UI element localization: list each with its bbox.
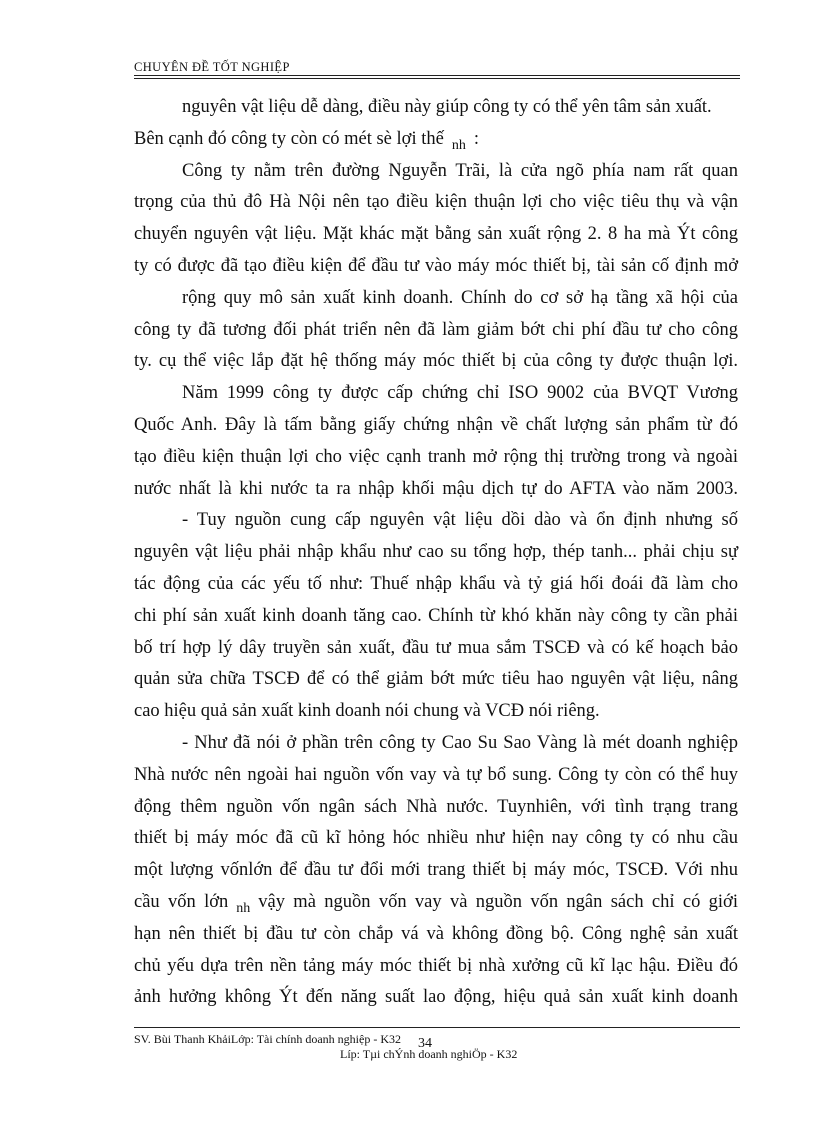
- text-line: tạo điều kiện thuận lợi cho việc cạnh tranh mở rộng thị trường trong và ngoài: [134, 446, 738, 467]
- text-segment: cầu vốn lớn: [134, 891, 229, 912]
- text-line: tác động của các yếu tố như: Thuế nhập khẩu và tỷ giá hối đoái đã làm cho: [134, 573, 738, 594]
- text-line: trọng của thủ đô Hà Nội nên tạo điều kiện thuận lợi cho việc tiêu thụ và vận: [134, 192, 738, 213]
- subscript-text: nh: [236, 900, 251, 916]
- header-rule-double: [134, 78, 740, 79]
- text-line: chi phí sản xuất kinh doanh tăng cao. Chính từ khó khăn này công ty cần phải: [134, 605, 738, 626]
- text-line: công ty đã tương đối phát triển nên đã làm giảm bớt chi phí đầu tư cho công: [134, 319, 738, 340]
- subscript-text: nh: [451, 137, 466, 153]
- text-line: Công ty nằm trên đường Nguyễn Trãi, là cửa ngõ phía nam rất quan: [182, 160, 738, 181]
- text-line: ty. cụ thể việc lắp đặt hệ thống máy móc thiết bị của công ty được thuận lợi.: [134, 351, 738, 372]
- text-line: Nhà nước nên ngoài hai nguồn vốn vay và tự bổ sung. Công ty còn có thể huy: [134, 764, 738, 785]
- text-line: ty có được đã tạo điều kiện để đầu tư vào máy móc thiết bị, tài sản cố định mở: [134, 255, 738, 276]
- text-line: nguyên vật liệu phải nhập khẩu như cao su tổng hợp, thép tanh... phải chịu sự: [134, 542, 738, 563]
- text-line: nước nhất là khi nước ta ra nhập khối mậu dịch tự do AFTA vào năm 2003.: [134, 478, 738, 499]
- text-line: rộng quy mô sản xuất kinh doanh. Chính do cơ sở hạ tầng xã hội của: [182, 287, 738, 308]
- text-line: - Tuy nguồn cung cấp nguyên vật liệu dồi dào và ổn định nhưng số: [182, 510, 738, 531]
- text-line: [134, 887, 738, 919]
- text-line: nguyên vật liệu dễ dàng, điều này giúp công ty có thể yên tâm sản xuất.: [182, 97, 712, 117]
- text-line: [134, 124, 738, 156]
- text-line: bố trí hợp lý dây truyền sản xuất, đầu tư mua sắm TSCĐ và có kế hoạch bảo: [134, 637, 738, 658]
- text-line: ảnh hưởng không Ýt đến năng suất lao động, hiệu quả sản xuất kinh doanh: [134, 987, 738, 1008]
- header-rule: [134, 75, 740, 76]
- text-line: cao hiệu quả sản xuất kinh doanh nói chung và VCĐ nói riêng.: [134, 701, 600, 722]
- text-segment: Bên cạnh đó công ty còn có mét sè lợi thế: [134, 128, 444, 149]
- text-line: chuyển nguyên vật liệu. Mặt khác mặt bằng sản xuất rộng 2. 8 ha mà Ýt công: [134, 224, 738, 245]
- footer-student-info: SV. Bùi Thanh KhảiLớp: Tài chính doanh nghiệp - K32: [134, 1032, 401, 1046]
- text-line: động thêm nguồn vốn ngân sách Nhà nước. Tuynhiên, với tình trạng trang: [134, 796, 738, 817]
- text-line: Quốc Anh. Đây là tấm bằng giấy chứng nhận về chất lượng sản phẩm từ đó: [134, 414, 738, 435]
- text-line: chủ yếu dựa trên nền tảng máy móc thiết bị nhà xưởng cũ kĩ lạc hậu. Điều đó: [134, 955, 738, 976]
- document-header-title: CHUYÊN ĐỀ TỐT NGHIỆP: [134, 60, 290, 74]
- text-line: Năm 1999 công ty được cấp chứng chỉ ISO 9002 của BVQT Vương: [182, 383, 738, 404]
- text-segment: :: [473, 128, 479, 149]
- text-line: một lượng vốnlớn để đầu tư đổi mới trang thiết bị máy móc, TSCĐ. Với nhu: [134, 860, 738, 881]
- page-number: 34: [418, 1036, 432, 1051]
- text-line: thiết bị máy móc đã cũ kĩ hỏng hóc nhiều như hiện nay công ty có nhu cầu: [134, 828, 738, 849]
- document-body: [134, 92, 738, 1014]
- footer-rule: [134, 1027, 740, 1028]
- text-line: quản sửa chữa TSCĐ để có thể giảm bớt mức tiêu hao nguyên vật liệu, nâng: [134, 669, 738, 690]
- text-line: - Như đã nói ở phần trên công ty Cao Su Sao Vàng là mét doanh nghiệp: [182, 732, 738, 753]
- footer-class-info: Líp: Tµi chÝnh doanh nghiÖp - K32: [340, 1047, 518, 1061]
- text-line: hạn nên thiết bị đầu tư còn chắp vá và không đồng bộ. Công nghệ sản xuất: [134, 923, 738, 944]
- text-segment: vậy mà nguồn vốn vay và nguồn vốn ngân sách chỉ có giới: [258, 891, 738, 912]
